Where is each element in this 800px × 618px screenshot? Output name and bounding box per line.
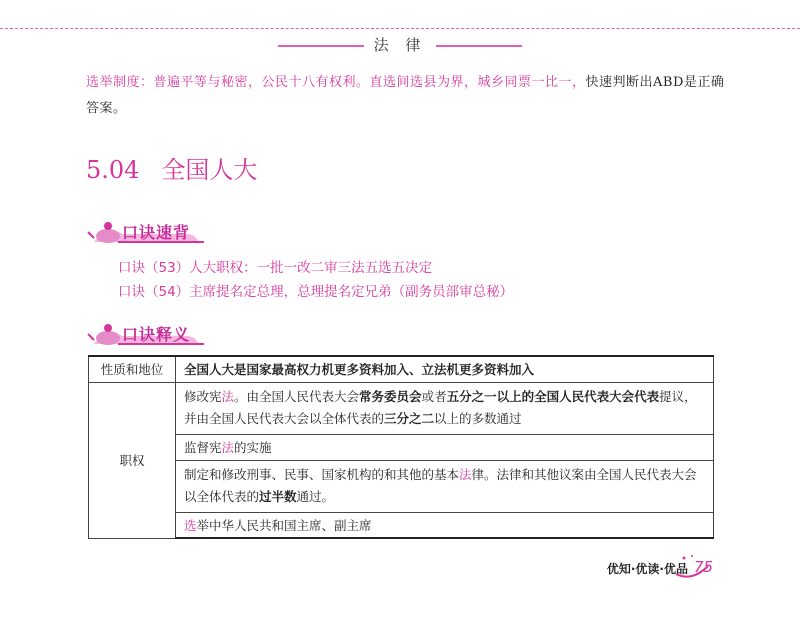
header-rule-left xyxy=(278,45,364,47)
table-row xyxy=(89,382,714,434)
badge-explain xyxy=(86,318,216,348)
powers-table xyxy=(88,355,714,539)
cell-text: 修改宪 xyxy=(184,389,222,404)
intro-black-text: 快速判断出ABD是正确答案。 xyxy=(86,75,725,116)
badge-explain-label: 口诀释义 xyxy=(122,325,191,344)
cell-keyword: 选 xyxy=(184,517,197,533)
cell-text: 以上的多数通过 xyxy=(434,411,522,426)
table-row xyxy=(89,434,714,460)
powers-label: 职权 xyxy=(89,382,176,538)
top-dashed-border xyxy=(0,28,800,29)
cell-text: 制定和修改刑事、民事、国家机构的和其他的基本 xyxy=(184,467,460,482)
section-heading xyxy=(86,150,257,185)
running-header: 法 律 xyxy=(373,36,427,54)
cell-text: 。由全国人民代表大会 xyxy=(234,389,360,404)
section-title: 全国人大 xyxy=(161,156,258,184)
intro-paragraph xyxy=(86,70,726,122)
nature-label: 性质和地位 xyxy=(89,356,176,382)
intro-pink-text: 选举制度：普遍平等与秘密，公民十八有权利。直选间选县为界，城乡同票一比一， xyxy=(86,75,586,90)
cell-keyword: 法 xyxy=(459,467,472,482)
cell-text: 或者 xyxy=(421,389,447,404)
power-elect xyxy=(176,512,714,538)
cell-text: 律。法律和其他议案由全国人民代表大会以全体代表的 xyxy=(184,467,697,504)
cell-text: 提议，并由全国人民代表大会以全体代表的 xyxy=(184,389,697,426)
cell-bold: 过半数 xyxy=(259,489,297,504)
table-row xyxy=(89,512,714,538)
footer-slogan: 优知·优读·优品 xyxy=(606,562,688,576)
badge-recite-label: 口诀速背 xyxy=(122,223,191,242)
power-supervise xyxy=(176,434,714,460)
mnemonic-53: 口诀（53）人大职权：一批一改二审三法五选五决定 xyxy=(118,260,433,276)
page-number: 75 xyxy=(694,558,714,576)
cell-text: 举中华人民共和国主席、副主席 xyxy=(196,517,372,533)
power-amend-constitution xyxy=(176,382,714,434)
power-legislate xyxy=(176,460,714,512)
badge-recite xyxy=(86,216,216,246)
header-rule-right xyxy=(436,45,522,47)
cell-bold: 三分之二 xyxy=(384,411,435,426)
cell-text: 的实施 xyxy=(234,440,272,455)
table-row xyxy=(89,460,714,512)
nature-text: 全国人大是国家最高权力机更多资料加入、立法机更多资料加入 xyxy=(176,356,714,382)
cell-bold: 常务委员会 xyxy=(359,389,422,404)
cell-text: 通过。 xyxy=(296,489,335,504)
cell-keyword: 法 xyxy=(221,389,235,404)
cell-text: 监督宪 xyxy=(184,440,222,455)
section-number: 5.04 xyxy=(86,156,140,184)
mnemonic-54: 口诀（54）主席提名定总理，总理提名定兄弟（副务员部审总秘） xyxy=(118,284,514,300)
cell-bold: 五分之一以上的全国人民代表大会代表 xyxy=(446,389,660,404)
cell-keyword: 法 xyxy=(221,440,235,455)
table-row xyxy=(89,356,714,382)
